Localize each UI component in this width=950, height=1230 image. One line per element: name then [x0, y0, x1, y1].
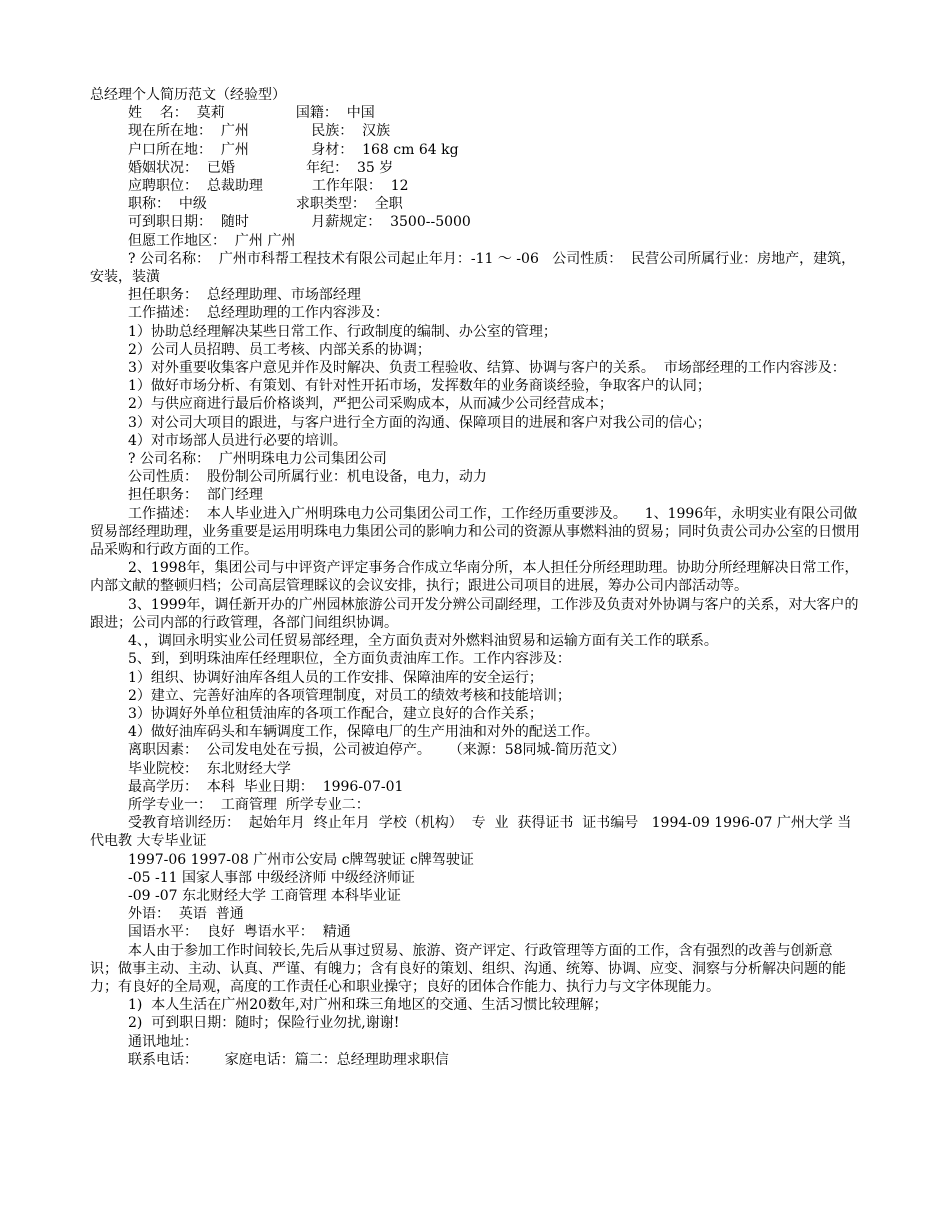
resume-line: 4）对市场部人员进行必要的培训。 — [128, 432, 347, 449]
resume-line: ? 公司名称： 广州市科帮工程技术有限公司起止年月：-11 ～ -06 公司性质： 民营公司所属行业：房地产，建筑，安装，装潢 — [90, 250, 856, 286]
resume-line: 联系电话： 家庭电话：篇二：总经理助理求职信 — [128, 1051, 449, 1068]
resume-line: 1997-06 1997-08 广州市公安局 c牌驾驶证 c牌驾驶证 — [128, 851, 474, 868]
resume-line: 担任职务： 部门经理 — [128, 487, 263, 504]
resume-line: 3）协调好外单位租赁油库的各项工作配合，建立良好的合作关系； — [128, 705, 543, 722]
resume-line: 担任职务： 总经理助理、市场部经理 — [128, 287, 361, 304]
resume-line: 工作描述： 总经理助理的工作内容涉及： — [128, 305, 389, 322]
resume-line: 婚姻状况： 已婚 年纪： 35 岁 — [128, 159, 394, 176]
resume-line: 工作描述： 本人毕业进入广州明珠电力公司集团公司工作，工作经历重要涉及。 1、1996年，永明实业有限公司做贸易部经理助理，业务重要是运用明珠电力集团公司的影响力和公司的资源从事燃料油的贸易；同时负责公司办公室的日惯用品采购和行政方面的工作。 — [90, 505, 860, 559]
resume-line: 姓 名： 莫莉 国籍： 中国 — [128, 105, 375, 122]
resume-line: ? 公司名称： 广州明珠电力公司集团公司 — [128, 451, 387, 468]
resume-line: 3、1999年，调任新开办的广州园林旅游公司开发分辨公司副经理，工作涉及负责对外协调与客户的关系，对大客户的跟进；公司内部的行政管理，各部门间组织协调。 — [90, 596, 859, 631]
resume-line: 1) 本人生活在广州20数年,对广州和珠三角地区的交通、生活习惯比较理解； — [128, 997, 608, 1014]
resume-line: 受教育培训经历： 起始年月 终止年月 学校（机构） 专 业 获得证书 证书编号 1994-09 1996-07 广州大学 当代电教 大专毕业证 — [90, 815, 852, 850]
resume-line: -05 -11 国家人事部 中级经济师 中级经济师证 — [128, 869, 415, 886]
resume-line: 1）组织、协调好油库各组人员的工作安排、保障油库的安全运行； — [128, 669, 543, 686]
resume-line: 最高学历： 本科 毕业日期： 1996-07-01 — [128, 778, 404, 795]
resume-line: 2）公司人员招聘、员工考核、内部关系的协调； — [128, 341, 431, 358]
resume-line: 外语： 英语 普通 — [128, 906, 244, 923]
resume-line: 通讯地址： — [128, 1033, 198, 1050]
resume-line: 2) 可到职日期：随时；保险行业勿扰,谢谢! — [128, 1015, 400, 1032]
resume-document — [90, 86, 860, 1069]
resume-line: 3）对公司大项目的跟进，与客户进行全方面的沟通、保障项目的进展和客户对我公司的信心； — [128, 414, 711, 431]
resume-line: 离职因素： 公司发电处在亏损，公司被迫停产。 （来源：58同城-简历范文） — [128, 742, 626, 759]
resume-body — [90, 104, 860, 1069]
document-title: 总经理个人简历范文（经验型） — [90, 87, 286, 103]
resume-line: 户口所在地： 广州 身材： 168 cm 64 kg — [128, 141, 459, 158]
resume-line: 3）对外重要收集客户意见并作及时解决、负责工程验收、结算、协调与客户的关系。 市场部经理的工作内容涉及： — [128, 360, 846, 377]
resume-line: 4）做好油库码头和车辆调度工作，保障电厂的生产用油和对外的配送工作。 — [128, 724, 599, 741]
resume-line: 1）协助总经理解决某些日常工作、行政制度的编制、办公室的管理； — [128, 323, 557, 340]
resume-line: 可到职日期： 随时 月薪规定： 3500--5000 — [128, 214, 471, 231]
resume-line: 2）建立、完善好油库的各项管理制度，对员工的绩效考核和技能培训； — [128, 687, 571, 704]
resume-line: 本人由于参加工作时间较长,先后从事过贸易、旅游、资产评定、行政管理等方面的工作，含有强烈的改善与创新意识；做事主动、主动、认真、严谨、有魄力；含有良好的策划、组织、沟通、统筹、协调、应变、洞察与分析解决问题的能力；有良好的全局观，高度的工作责任心和职业操守；良好的团体合作能力、执行力与文字体现能力。 — [90, 942, 846, 995]
resume-line: 2）与供应商进行最后价格谈判，严把公司采购成本，从而减少公司经营成本； — [128, 396, 613, 413]
resume-line: 应聘职位： 总裁助理 工作年限： 12 — [128, 178, 409, 195]
resume-line: 职称： 中级 求职类型： 全职 — [128, 196, 403, 213]
resume-line: 1）做好市场分析、有策划、有针对性开拓市场，发挥数年的业务商谈经验，争取客户的认同； — [128, 378, 711, 395]
resume-line: 但愿工作地区： 广州 广州 — [128, 232, 296, 249]
resume-line: 所学专业一： 工商管理 所学专业二： — [128, 796, 370, 813]
resume-line: 国语水平： 良好 粤语水平： 精通 — [128, 924, 351, 941]
resume-line: 毕业院校： 东北财经大学 — [128, 760, 291, 777]
resume-line: 2、1998年，集团公司与中评资产评定事务合作成立华南分所，本人担任分所经理助理。协助分所经理解决日常工作，内部文献的整顿归档；公司高层管理睬议的会议安排，执行；跟进公司项目的进展，筹办公司内部活动等。 — [90, 560, 859, 595]
resume-line: 公司性质： 股份制公司所属行业：机电设备，电力，动力 — [128, 469, 487, 486]
resume-line: -09 -07 东北财经大学 工商管理 本科毕业证 — [128, 887, 401, 904]
resume-line: 5、到，到明珠油库任经理职位，全方面负责油库工作。工作内容涉及： — [128, 651, 571, 668]
resume-line: 现在所在地： 广州 民族： 汉族 — [128, 123, 391, 140]
resume-line: 4、，调回永明实业公司任贸易部经理，全方面负责对外燃料油贸易和运输方面有关工作的联系。 — [128, 633, 718, 650]
